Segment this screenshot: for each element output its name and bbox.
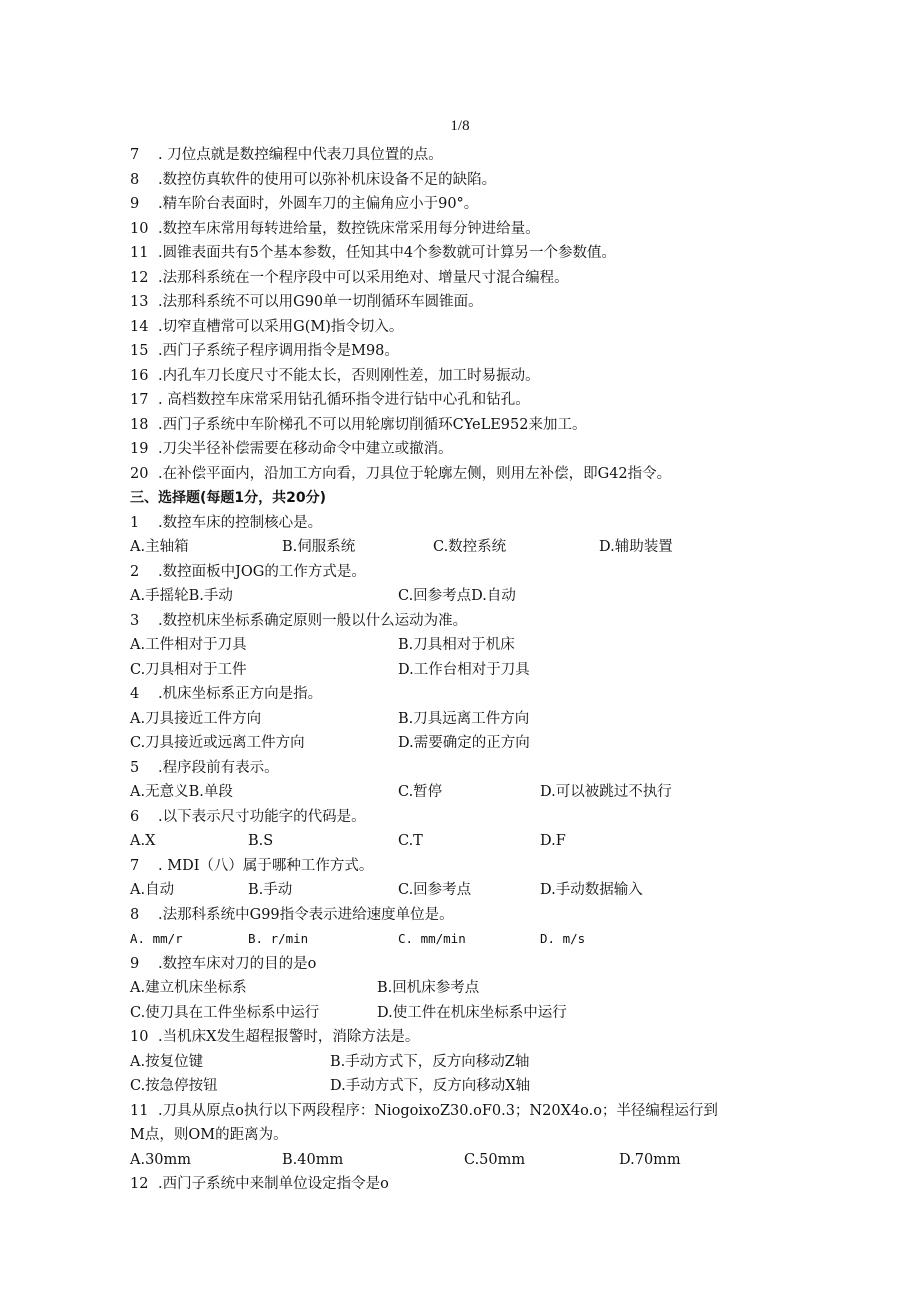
option-c: C.回参考点 — [398, 882, 472, 898]
question-text: .数控机床坐标系确定原则一般以什么运动为准。 — [158, 612, 468, 629]
mc-options-4a — [130, 707, 770, 732]
tf-question-13 — [130, 290, 770, 315]
question-number: 9 — [130, 196, 140, 212]
question-number: 7 — [130, 857, 140, 874]
option-c: C.50mm — [464, 1151, 526, 1168]
option-b: B.40mm — [282, 1151, 344, 1168]
question-text: .圆锥表面共有5个基本参数，任知其中4个参数就可计算另一个参数值。 — [158, 245, 617, 261]
question-number: 18 — [130, 416, 149, 433]
question-number: 6 — [130, 808, 140, 825]
mc-options-2 — [130, 584, 770, 609]
option-c: C.T — [398, 833, 423, 849]
option-d: D.F — [540, 833, 566, 849]
tf-question-19 — [130, 437, 770, 462]
option-d: D.手动方式下，反方向移动X轴 — [330, 1078, 531, 1094]
question-text: . 高档数控车床常采用钻孔循环指令进行钻中心孔和钻孔。 — [158, 392, 530, 408]
tf-question-14 — [130, 315, 770, 340]
mc-question-9 — [130, 952, 770, 977]
mc-question-3 — [130, 609, 770, 634]
option-d: D.手动数据输入 — [540, 882, 643, 898]
tf-question-7 — [130, 143, 770, 168]
tf-question-12 — [130, 266, 770, 291]
mc-options-11 — [130, 1148, 770, 1173]
question-number: 4 — [130, 686, 140, 702]
question-number: 2 — [130, 563, 140, 580]
mc-question-8 — [130, 903, 770, 928]
question-text: .法那科系统在一个程序段中可以采用绝对、增量尺寸混合编程。 — [158, 269, 569, 286]
mc-question-6 — [130, 805, 770, 830]
mc-question-11 — [130, 1099, 770, 1124]
question-text: M点，则OM的距离为。 — [130, 1127, 288, 1143]
question-text: .切窄直槽常可以采用G(M)指令切入。 — [158, 318, 404, 335]
question-list — [130, 143, 770, 1197]
question-number: 3 — [130, 612, 140, 629]
mc-question-4 — [130, 682, 770, 707]
tf-question-17 — [130, 388, 770, 413]
question-number: 17 — [130, 392, 149, 408]
question-text: .数控仿真软件的使用可以弥补机床设备不足的缺陷。 — [158, 171, 497, 188]
question-text: .刀具从原点o执行以下两段程序：NiogoixoZ30.oF0.3；N20X4o.o；半径编程运行到 — [158, 1102, 718, 1119]
question-number: 11 — [130, 245, 149, 261]
option-a: A.主轴箱 — [130, 539, 189, 555]
tf-question-20 — [130, 462, 770, 487]
mc-question-5 — [130, 756, 770, 781]
option-b: B.刀具远离工件方向 — [398, 710, 530, 727]
question-text: .法那科系统中G99指令表示进给速度单位是。 — [158, 906, 454, 923]
option-c: C.使刀具在工件坐标系中运行 — [130, 1004, 320, 1021]
tf-question-10 — [130, 217, 770, 242]
tf-question-16 — [130, 364, 770, 389]
question-text: .程序段前有表示。 — [158, 759, 279, 776]
option-b: B.回机床参考点 — [377, 980, 480, 996]
question-number: 7 — [130, 147, 140, 163]
option-c: C.数控系统 — [433, 539, 507, 555]
mc-options-9a — [130, 976, 770, 1001]
question-number: 8 — [130, 171, 140, 188]
option-d: D.使工件在机床坐标系中运行 — [377, 1004, 567, 1021]
question-number: 9 — [130, 955, 140, 972]
option-c: C.暂停 — [398, 784, 443, 800]
question-number: 12 — [130, 269, 149, 286]
page-number: 1/8 — [450, 118, 470, 134]
mc-options-10b — [130, 1074, 770, 1099]
question-text: .法那科系统不可以用G90单一切削循环车圆锥面。 — [158, 294, 483, 310]
option-b: B.S — [248, 833, 274, 849]
question-text: .内孔车刀长度尺寸不能太长，否则刚性差，加工时易振动。 — [158, 367, 540, 384]
tf-question-8 — [130, 168, 770, 193]
option-a: A.按复位键 — [130, 1053, 204, 1070]
mc-options-10a — [130, 1050, 770, 1075]
option-a: A.工件相对于刀具 — [130, 637, 247, 653]
tf-question-18 — [130, 413, 770, 438]
option-a: A.30mm — [130, 1151, 192, 1168]
question-text: .数控车床的控制核心是。 — [158, 514, 323, 531]
option-a-b: A.手摇轮B.手动 — [130, 588, 233, 604]
section-heading: 三、选择题(每题1分，共20分) — [130, 490, 327, 506]
option-d: D.70mm — [619, 1151, 681, 1168]
mc-options-6 — [130, 829, 770, 854]
question-number: 13 — [130, 294, 149, 310]
option-b: B.刀具相对于机床 — [398, 637, 515, 653]
option-c: C.刀具接近或远离工件方向 — [130, 735, 305, 751]
mc-question-10 — [130, 1025, 770, 1050]
option-a: A.X — [130, 833, 156, 849]
question-number: 5 — [130, 759, 140, 776]
tf-question-11 — [130, 241, 770, 266]
question-number: 15 — [130, 343, 149, 359]
question-number: 12 — [130, 1176, 149, 1192]
question-number: 16 — [130, 367, 149, 384]
option-c-d: C.回参考点D.自动 — [398, 588, 516, 604]
mc-options-3b — [130, 658, 770, 683]
option-b: B. r/min — [248, 931, 309, 946]
option-a: A.刀具接近工件方向 — [130, 710, 262, 727]
option-c: C. mm/min — [398, 931, 466, 946]
mc-options-1 — [130, 535, 770, 560]
question-number: 20 — [130, 465, 149, 482]
question-text: .刀尖半径补偿需要在移动命令中建立或撤消。 — [158, 441, 453, 457]
option-b: B.手动方式下，反方向移动Z轴 — [330, 1053, 530, 1070]
mc-question-1 — [130, 511, 770, 536]
question-text: .西门子系统中来制单位设定指令是o — [158, 1176, 389, 1192]
option-a: A.建立机床坐标系 — [130, 980, 247, 996]
question-number: 10 — [130, 220, 149, 237]
question-text: .在补偿平面内，沿加工方向看，刀具位于轮廓左侧，则用左补偿，即G42指令。 — [158, 465, 672, 482]
question-text: .以下表示尺寸功能字的代码是。 — [158, 808, 366, 825]
mc-options-8 — [130, 927, 770, 952]
question-text: .西门子系统中车阶梯孔不可以用轮廓切削循环CYeLE952来加工。 — [158, 416, 587, 433]
mc-options-3a — [130, 633, 770, 658]
question-number: 8 — [130, 906, 140, 923]
option-a: A.自动 — [130, 882, 175, 898]
question-number: 11 — [130, 1102, 149, 1119]
mc-options-9b — [130, 1001, 770, 1026]
option-a-b: A.无意义B.单段 — [130, 784, 233, 800]
question-number: 1 — [130, 514, 140, 531]
mc-options-5 — [130, 780, 770, 805]
question-text: . MDI（八）属于哪种工作方式。 — [158, 857, 374, 874]
mc-question-11-continued — [130, 1123, 770, 1148]
question-text: .精车阶台表面时，外圆车刀的主偏角应小于90°。 — [158, 196, 479, 212]
question-text: .数控车床常用每转进给量，数控铣床常采用每分钟进给量。 — [158, 220, 540, 237]
mc-options-4b — [130, 731, 770, 756]
option-c: C.按急停按钮 — [130, 1078, 218, 1094]
mc-question-2 — [130, 560, 770, 585]
question-text: . 刀位点就是数控编程中代表刀具位置的点。 — [158, 147, 443, 163]
mc-options-7 — [130, 878, 770, 903]
option-d: D.辅助装置 — [599, 539, 673, 555]
question-number: 10 — [130, 1029, 149, 1045]
option-b: B.手动 — [248, 882, 293, 898]
question-text: .数控车床对刀的目的是o — [158, 955, 317, 972]
question-text: .当机床X发生超程报警时，消除方法是。 — [158, 1029, 420, 1045]
option-d: D. m/s — [540, 931, 586, 946]
option-b: B.伺服系统 — [282, 539, 356, 555]
question-text: .机床坐标系正方向是指。 — [158, 686, 323, 702]
tf-question-15 — [130, 339, 770, 364]
question-text: .西门子系统子程序调用指令是M98。 — [158, 343, 399, 359]
option-d: D.工作台相对于刀具 — [398, 661, 530, 678]
mc-question-12 — [130, 1172, 770, 1197]
mc-question-7 — [130, 854, 770, 879]
option-a: A. mm/r — [130, 931, 183, 946]
question-number: 19 — [130, 441, 149, 457]
tf-question-9 — [130, 192, 770, 217]
option-d: D.需要确定的正方向 — [398, 735, 530, 751]
option-d: D.可以被跳过不执行 — [540, 784, 672, 800]
question-text: .数控面板中JOG的工作方式是。 — [158, 563, 366, 580]
question-number: 14 — [130, 318, 149, 335]
option-c: C.刀具相对于工件 — [130, 661, 247, 678]
